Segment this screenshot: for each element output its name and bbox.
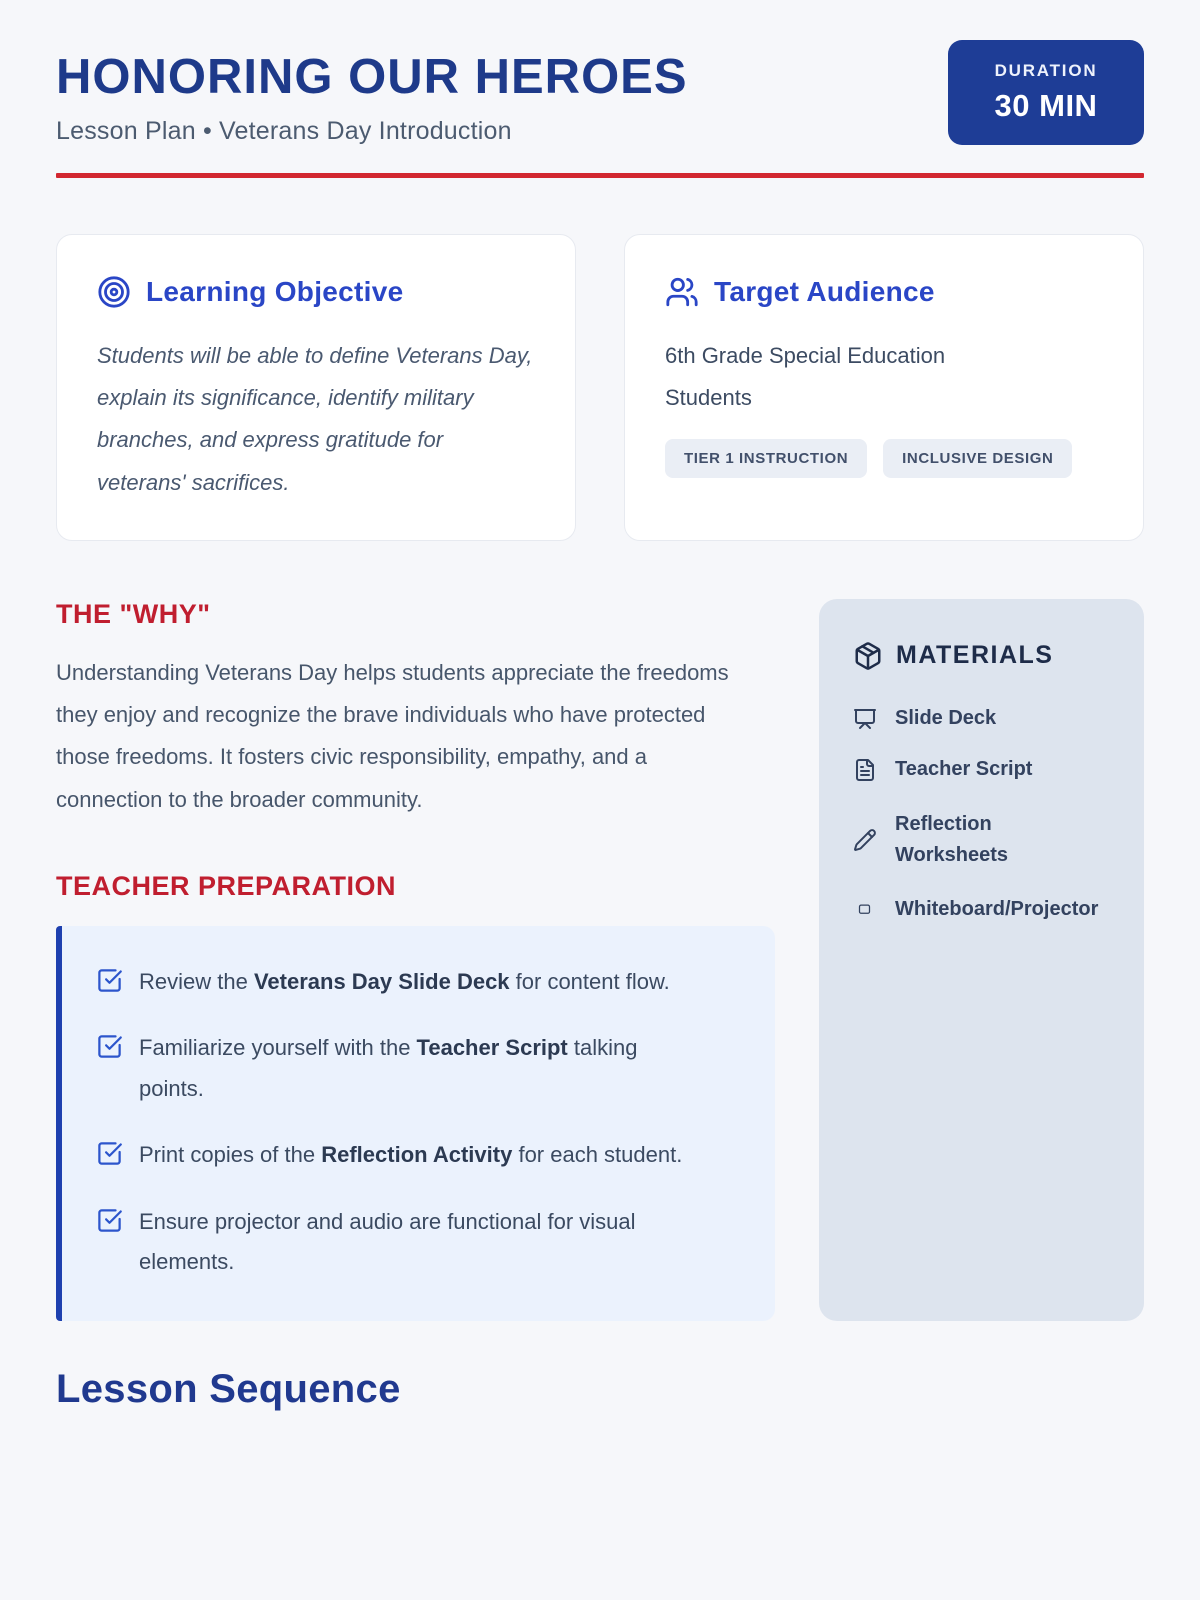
users-icon — [665, 275, 699, 309]
materials-list — [853, 707, 1110, 921]
why-text: Understanding Veterans Day helps students appreciate the freedoms they enjoy and recognize the brave individuals who have protected those freedoms. It fosters civic responsibility, empathy, and a connection to the broader community. — [56, 659, 729, 812]
left-column — [56, 599, 775, 1321]
materials-item-label: Whiteboard/Projector — [895, 897, 1099, 920]
materials-item — [853, 898, 1110, 921]
pencil-icon — [853, 828, 877, 852]
audience-tag: TIER 1 INSTRUCTION — [665, 439, 867, 478]
duration-badge — [948, 40, 1144, 145]
summary-cards — [56, 234, 1144, 541]
checklist-item-text: Review the Veterans Day Slide Deck for content flow. — [139, 968, 670, 994]
materials-card — [819, 599, 1144, 1321]
checkbox-checked-icon — [96, 1207, 123, 1234]
document-icon — [853, 758, 877, 782]
materials-item-label: Reflection Worksheets — [895, 812, 1009, 866]
materials-item — [853, 809, 1110, 871]
audience-tag: INCLUSIVE DESIGN — [883, 439, 1072, 478]
target-audience-title: Target Audience — [714, 275, 935, 307]
materials-title: MATERIALS — [896, 641, 1054, 670]
teacher-preparation-heading: TEACHER PREPARATION — [56, 870, 397, 901]
materials-header — [853, 641, 1110, 671]
preparation-checklist-item — [96, 1202, 737, 1283]
checklist-item-text: Familiarize yourself with the Teacher Script talking points. — [139, 1035, 638, 1101]
page-subtitle: Lesson Plan • Veterans Day Introduction — [56, 116, 512, 145]
materials-item — [853, 707, 1110, 731]
audience-tag-list — [665, 439, 1103, 478]
target-icon — [97, 275, 131, 309]
learning-objective-header — [97, 275, 535, 309]
page-title: HONORING OUR HEROES — [56, 50, 688, 104]
package-icon — [853, 641, 883, 671]
main-columns — [56, 599, 1144, 1321]
learning-objective-card — [56, 234, 576, 541]
presentation-icon — [853, 707, 877, 731]
learning-objective-title: Learning Objective — [146, 275, 404, 307]
checkbox-checked-icon — [96, 1033, 123, 1060]
red-divider — [56, 173, 1144, 178]
target-audience-card — [624, 234, 1144, 541]
target-audience-header — [665, 275, 1103, 309]
page-header — [56, 36, 1144, 146]
checklist-item-text: Ensure projector and audio are functional for visual elements. — [139, 1208, 636, 1275]
teacher-preparation-panel — [56, 926, 775, 1321]
duration-label: DURATION — [994, 61, 1098, 80]
materials-item-label: Slide Deck — [895, 707, 997, 730]
materials-item — [853, 758, 1110, 782]
materials-item-label: Teacher Script — [895, 758, 1033, 781]
preparation-checklist-item — [96, 962, 737, 1002]
checkbox-checked-icon — [96, 1140, 123, 1167]
learning-objective-text: Students will be able to define Veterans Day, explain its significance, identify military branches, and express gratitude for veterans' sacrifices. — [97, 342, 533, 495]
preparation-checklist-item — [96, 1135, 737, 1175]
checkbox-checked-icon — [96, 967, 123, 994]
checklist-item-text: Print copies of the Reflection Activity for each student. — [139, 1142, 683, 1168]
target-audience-text: 6th Grade Special Education Students — [665, 342, 946, 411]
preparation-checklist — [96, 962, 737, 1283]
lesson-sequence-heading: Lesson Sequence — [56, 1366, 401, 1411]
title-block — [56, 36, 688, 146]
why-heading: THE "WHY" — [56, 598, 211, 629]
right-column — [819, 599, 1144, 1321]
preparation-checklist-item — [96, 1028, 737, 1109]
duration-value: 30 MIN — [994, 88, 1098, 123]
whiteboard-icon — [857, 902, 872, 917]
